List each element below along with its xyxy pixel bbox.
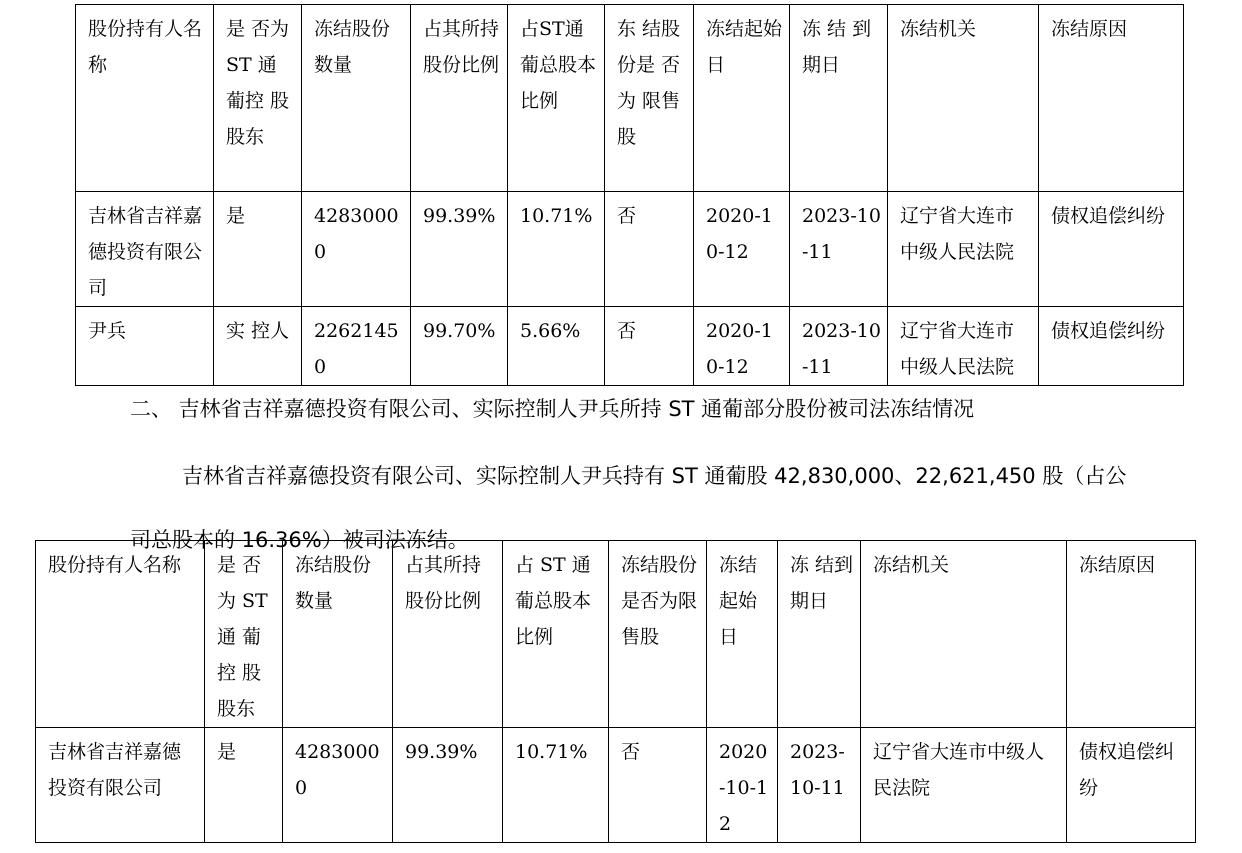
controlling-holder-cell: 是 xyxy=(205,728,283,843)
restricted-cell: 否 xyxy=(605,307,694,386)
frozen-shares-cell: 42830000 xyxy=(302,192,411,307)
header-cell: 股份持有人名称 xyxy=(76,5,214,192)
header-cell: 冻结机关 xyxy=(888,5,1039,192)
header-cell: 冻结股份是否为限售股 xyxy=(609,541,707,728)
own-ratio-cell: 99.70% xyxy=(411,307,508,386)
header-cell: 是 否为 ST 通 葡控 股股东 xyxy=(214,5,302,192)
header-cell: 冻结股份数量 xyxy=(302,5,411,192)
holder-name-cell: 吉林省吉祥嘉德投资有限公司 xyxy=(36,728,205,843)
own-ratio-cell: 99.39% xyxy=(393,728,503,843)
header-cell: 冻结原因 xyxy=(1067,541,1196,728)
start-date-cell: 2020-10-12 xyxy=(694,192,790,307)
section-heading: 二、 吉林省吉祥嘉德投资有限公司、实际控制人尹兵所持 ST 通葡部分股份被司法冻结情况 xyxy=(130,397,975,421)
header-cell: 冻结起始日 xyxy=(694,5,790,192)
freeze-table-1 xyxy=(75,4,1184,386)
frozen-shares-cell: 42830000 xyxy=(283,728,393,843)
header-cell: 冻结原因 xyxy=(1039,5,1184,192)
header-cell: 冻 结 到期日 xyxy=(790,5,888,192)
header-cell: 占ST通葡总股本比例 xyxy=(508,5,605,192)
body-paragraph: 吉林省吉祥嘉德投资有限公司、实际控制人尹兵持有 ST 通葡股 42,830,000、22,621,450 股（占公司总股本的 16.36%）被司法冻结。 xyxy=(130,464,1127,552)
holder-name-cell: 吉林省吉祥嘉德投资有限公司 xyxy=(76,192,214,307)
header-cell: 冻结机关 xyxy=(861,541,1067,728)
freeze-table-2 xyxy=(35,540,1196,843)
frozen-shares-cell: 22621450 xyxy=(302,307,411,386)
restricted-cell: 否 xyxy=(605,192,694,307)
authority-cell: 辽宁省大连市中级人民法院 xyxy=(861,728,1067,843)
total-ratio-cell: 5.66% xyxy=(508,307,605,386)
end-date-cell: 2023-10-11 xyxy=(778,728,861,843)
authority-cell: 辽宁省大连市中级人民法院 xyxy=(888,307,1039,386)
table-row xyxy=(76,307,1184,386)
table-header-row xyxy=(76,5,1184,192)
reason-cell: 债权追偿纠纷 xyxy=(1039,307,1184,386)
controlling-holder-cell: 是 xyxy=(214,192,302,307)
table-row xyxy=(76,192,1184,307)
header-cell: 冻结起始日 xyxy=(707,541,778,728)
header-cell: 占其所持股份比例 xyxy=(411,5,508,192)
controlling-holder-cell: 实 控人 xyxy=(214,307,302,386)
reason-cell: 债权追偿纠纷 xyxy=(1039,192,1184,307)
header-cell: 股份持有人名称 xyxy=(36,541,205,728)
restricted-cell: 否 xyxy=(609,728,707,843)
table-row xyxy=(36,728,1196,843)
own-ratio-cell: 99.39% xyxy=(411,192,508,307)
header-cell: 占 ST 通葡总股本比例 xyxy=(503,541,609,728)
header-cell: 冻 结到 期日 xyxy=(778,541,861,728)
table-header-row xyxy=(36,541,1196,728)
reason-cell: 债权追偿纠纷 xyxy=(1067,728,1196,843)
holder-name-cell: 尹兵 xyxy=(76,307,214,386)
start-date-cell: 2020-10-12 xyxy=(694,307,790,386)
end-date-cell: 2023-10-11 xyxy=(790,192,888,307)
end-date-cell: 2023-10-11 xyxy=(790,307,888,386)
header-cell: 冻结股份数量 xyxy=(283,541,393,728)
header-cell: 东 结股 份是 否为 限售股 xyxy=(605,5,694,192)
total-ratio-cell: 10.71% xyxy=(508,192,605,307)
header-cell: 占其所持股份比例 xyxy=(393,541,503,728)
start-date-cell: 2020-10-12 xyxy=(707,728,778,843)
total-ratio-cell: 10.71% xyxy=(503,728,609,843)
authority-cell: 辽宁省大连市中级人民法院 xyxy=(888,192,1039,307)
header-cell: 是 否为 ST 通 葡控 股股东 xyxy=(205,541,283,728)
